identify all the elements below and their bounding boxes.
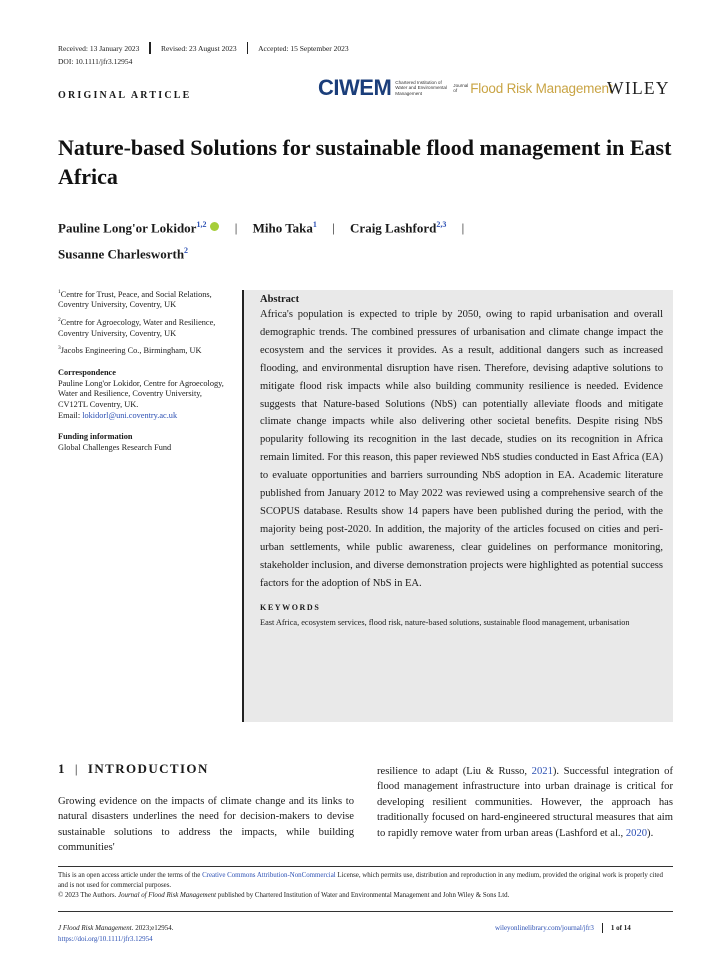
author-list	[58, 213, 658, 266]
funding-heading: Funding information	[58, 432, 133, 442]
citation-link[interactable]: 2021	[531, 766, 553, 777]
author-name[interactable]: Miho Taka	[252, 220, 313, 236]
abstract-heading: Abstract	[260, 294, 300, 305]
affiliation: $^2$Centre for Agroecology, Water and Resilience, Coventry University, Coventry, UK	[58, 317, 216, 338]
keywords-heading: KEYWORDS	[260, 602, 321, 612]
journal-logo	[453, 81, 612, 96]
intro-left-column: Growing evidence on the impacts of climate change and its links to natural disasters underlines the need for decision-makers to devise sustainable solutions to address the impacts, while building communities'	[58, 796, 354, 854]
affiliation: $^3$Jacobs Engineering Co., Birmingham, UK	[58, 345, 202, 356]
author-separator: |	[461, 220, 465, 236]
author-separator: |	[234, 220, 238, 236]
abstract-text: Africa's population is expected to triple by 2050, owing to rapid urbanisation and overall demographic trends. The combined pressures of urbanisation and climate change impact the ecosystem and the services it provides. As a result, additional dangers such as increased flooding, and environmental disruption have risen. Therefore, devising adaptive solutions to mitigate flood risk impacts while also building community resilience is needed. Evidence suggests that Nature-based Solutions (NbS) can potentially alleviate floods and mitigate climate change impacts while also delivering other societal benefits. Despite rising NbS popularity following its recognition in the last decade, studies on its recognition in Africa remain limited. For this reason, this paper reviewed NbS studies conducted in East Africa (EA) to evaluate opportunities and barriers surrounding NbS adoption in EA. Academic literature published from January 2012 to May 2022 was reviewed using a comprehensive search of the SCOPUS database. Results show 14 papers have been published during the period, with the majority being post-2020. In addition, the majority of the articles focused on cities and peri-urban settlements, while public awareness, clear guidelines on performance monitoring, stakeholder inclusion, and diverse demonstration projects were highlighted as potential success factors for the adoption of NbS in EA.	[260, 309, 663, 589]
section-title: INTRODUCTION	[87, 761, 209, 776]
article-dates	[58, 42, 359, 54]
correspondence-text: Pauline Long'or Lokidor, Centre for Agroecology, Water and Resilience, Coventry University, CV12TL Coventry, UK. Email: lokidorl@uni.coventry.ac.uk	[58, 378, 224, 420]
license-text: This is an open access article under the terms of the Creative Commons Attribution-NonCommercial License, which permits use, distribution and reproduction in any medium, provided the original work is properly cited and is not used for commercial purposes. © 2023 The Authors. Journal of Flood Risk Management published by Chartered Institution of Water and Environmental Management and John Wiley & Sons Ltd.	[58, 872, 663, 900]
author-name[interactable]: Susanne Charlesworth	[58, 246, 185, 262]
author-affiliation-sup[interactable]: 1,2	[196, 220, 207, 229]
logo-row	[318, 76, 612, 100]
section-separator: |	[74, 761, 79, 776]
doi-link[interactable]: https://doi.org/10.1111/jfr3.12954	[58, 935, 153, 943]
license-link[interactable]: Creative Commons Attribution-NonCommercial	[202, 872, 336, 879]
ciwem-subtitle: Chartered Institution of Water and Environmental Management	[395, 80, 447, 96]
funding-text: Global Challenges Research Fund	[58, 443, 172, 453]
section-heading	[58, 761, 209, 777]
email-link[interactable]: lokidorl@uni.coventry.ac.uk	[82, 410, 178, 420]
journal-logo-name: Flood Risk Management	[470, 80, 613, 96]
affiliations-sidebar	[58, 287, 228, 458]
accepted-date: Accepted: 15 September 2023	[258, 43, 349, 53]
author-separator: |	[332, 220, 335, 236]
intro-right-column: resilience to adapt (Liu & Russo, 2021). Successful integration of flood management infrastructure into urban drainage is critical for developing resilient communities. However, the approach has traditionally focused on hard-engineered structural measures that aim to rapidly remove water from urban areas (Lashford et al., 2020).	[377, 766, 673, 839]
abstract-box	[242, 290, 673, 722]
author-affiliation-sup[interactable]: 2	[184, 246, 189, 256]
ciwem-logo: CIWEM	[318, 75, 392, 100]
journal-site-link[interactable]: wileyonlinelibrary.com/journal/jfr3	[495, 924, 594, 932]
section-number: 1	[58, 761, 66, 776]
page-number: 1 of 14	[610, 924, 631, 932]
citation-link[interactable]: 2020	[625, 827, 648, 839]
doi[interactable]: DOI: 10.1111/jfr3.12954	[58, 57, 133, 66]
footer-page-info	[495, 923, 631, 933]
journal-logo-small: Journal of	[453, 83, 469, 93]
footer-citation: J Flood Risk Management. 2023;e12954. https://doi.org/10.1111/jfr3.12954	[58, 924, 174, 943]
divider	[58, 911, 673, 912]
wiley-logo: WILEY	[607, 78, 670, 98]
correspondence-heading: Correspondence	[58, 367, 116, 377]
author-affiliation-sup[interactable]: 1	[312, 220, 317, 229]
author-affiliation-sup[interactable]: 2,3	[436, 220, 447, 229]
received-date: Received: 13 January 2023	[58, 43, 140, 53]
keywords-text: East Africa, ecosystem services, flood risk, nature-based solutions, sustainable flood management, urbanisation	[260, 617, 630, 627]
section-label: ORIGINAL ARTICLE	[58, 90, 192, 101]
affiliation: $^1$Centre for Trust, Peace, and Social Relations, Coventry University, Coventry, UK	[58, 289, 212, 310]
author-name[interactable]: Craig Lashford	[350, 220, 437, 236]
article-title: Nature-based Solutions for sustainable flood management in East Africa	[58, 135, 672, 189]
revised-date: Revised: 23 August 2023	[160, 43, 237, 53]
author-name[interactable]: Pauline Long'or Lokidor	[58, 220, 197, 236]
divider	[58, 866, 673, 867]
orcid-icon[interactable]	[210, 222, 219, 231]
divider	[602, 923, 603, 933]
